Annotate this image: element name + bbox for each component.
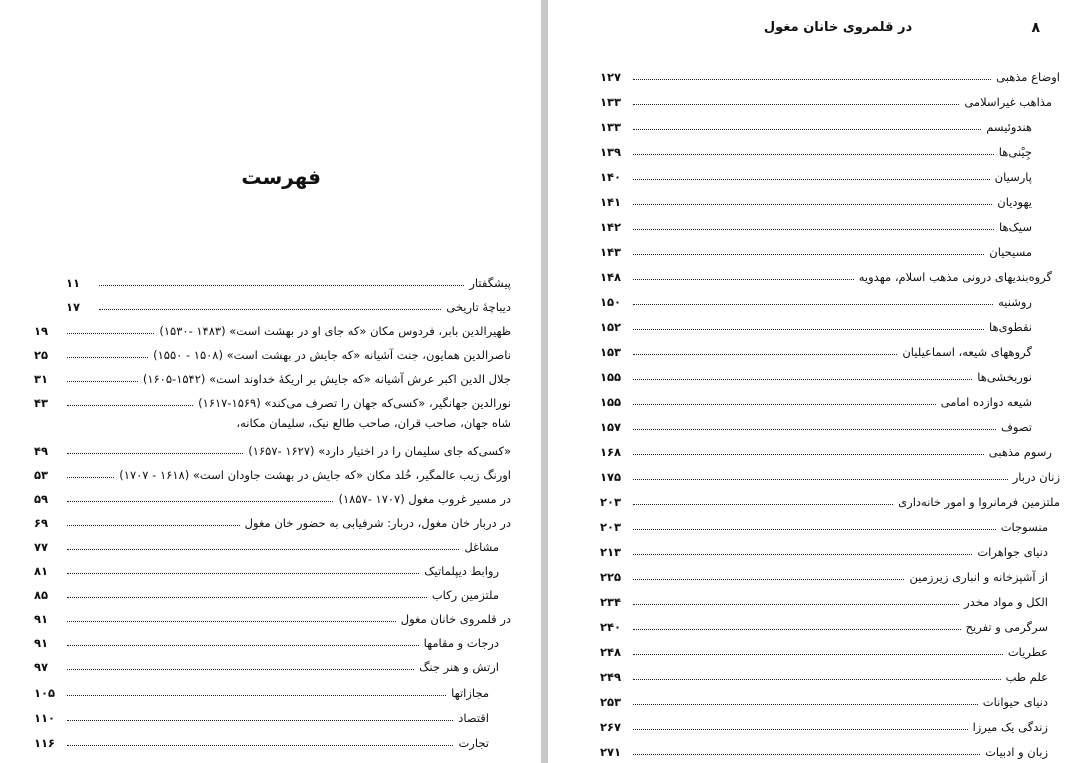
toc-entry-title: روشنیه (998, 295, 1032, 309)
leader-dots (633, 629, 961, 630)
toc-entry-title: در دربار خان مغول، دربار: شرفیابی به حضور خان مغول (244, 516, 511, 530)
toc-entry[interactable] (34, 654, 499, 674)
toc-entry[interactable] (66, 270, 511, 290)
leader-dots (67, 695, 446, 696)
toc-entry-title: ملتزمین فرمانروا و امور خانه‌داری (898, 495, 1060, 509)
toc-entry[interactable] (34, 390, 511, 410)
toc-entry-title: سیک‌ها (999, 220, 1032, 234)
toc-entry-page: ۲۶۷ (600, 720, 622, 734)
toc-entry-title: نورالدین جهانگیر، «کسی‌که جهان را تصرف می‌کند» (۱۵۶۹-۱۶۱۷) (198, 396, 511, 410)
toc-entry-page: ۱۵۵ (600, 395, 622, 409)
leader-dots (67, 621, 396, 622)
toc-entry-page: ۱۴۰ (600, 170, 622, 184)
leader-dots (99, 309, 441, 310)
toc-entry-continuation: شاه جهان، صاحب قران، صاحب طالع نیک، سلیمان مکانه، (236, 416, 511, 430)
toc-entry[interactable] (34, 630, 499, 650)
toc-entry-page: ۱۷۵ (600, 470, 622, 484)
toc-entry-page: ۱۱۰ (34, 711, 56, 725)
page-gutter (541, 0, 548, 763)
leader-dots (633, 679, 1001, 680)
leader-dots (633, 354, 897, 355)
toc-entry-title: ظهیرالدین بابر، فردوس مکان «که جای او در بهشت است» (۱۴۸۳ -۱۵۳۰) (159, 324, 511, 338)
toc-entry[interactable] (600, 639, 1048, 659)
toc-entry[interactable] (600, 289, 1032, 309)
toc-entry-page: ۹۱ (34, 612, 49, 626)
toc-entry[interactable] (600, 539, 1048, 559)
leader-dots (67, 405, 193, 406)
leader-dots (633, 304, 993, 305)
toc-entry-page: ۲۵۳ (600, 695, 622, 709)
toc-entry[interactable] (600, 314, 1032, 334)
toc-entry-title: الکل و مواد مخدر (964, 595, 1048, 609)
toc-entry-title: تصوف (1000, 420, 1032, 434)
leader-dots (633, 229, 994, 230)
toc-entry-page: ۸۵ (34, 588, 49, 602)
toc-entry-page: ۹۱ (34, 636, 49, 650)
toc-entry-page: ۲۰۳ (600, 495, 622, 509)
toc-entry-title: اوضاع مذهبی (996, 70, 1060, 84)
leader-dots (67, 501, 333, 502)
toc-entry-title: «کسی‌که جای سلیمان را در اختیار دارد» (۱۶۲۷ -۱۶۵۷) (248, 444, 511, 458)
toc-entry-page: ۲۳۴ (600, 595, 622, 609)
toc-entry-page: ۸۱ (34, 564, 49, 578)
leader-dots (67, 597, 427, 598)
toc-entry-page: ۱۳۳ (600, 95, 622, 109)
toc-entry-page: ۱۵۲ (600, 320, 622, 334)
toc-entry[interactable] (600, 114, 1032, 134)
toc-entry-page: ۵۹ (34, 492, 49, 506)
toc-entry[interactable] (600, 714, 1048, 734)
toc-entry-page: ۴۳ (34, 396, 49, 410)
toc-entry[interactable] (600, 464, 1060, 484)
toc-entry-page: ۱۴۳ (600, 245, 622, 259)
toc-entry-title: ناصرالدین همایون، جنت آشیانه «که جایش در بهشت است» (۱۵۰۸ - ۱۵۵۰) (153, 348, 511, 362)
toc-entry-title: پیشگفتار (469, 276, 511, 290)
leader-dots (633, 404, 936, 405)
toc-entry-title: شیعه دوازده امامی (940, 395, 1032, 409)
toc-entry-page: ۵۳ (34, 468, 49, 482)
toc-entry[interactable] (600, 164, 1032, 184)
left-page (0, 0, 541, 763)
toc-entry-title: هندوئیسم (986, 120, 1032, 134)
toc-entry-title: علم طب (1005, 670, 1048, 684)
toc-entry[interactable] (34, 582, 499, 602)
toc-entry-page: ۲۴۸ (600, 645, 622, 659)
toc-entry[interactable] (600, 214, 1032, 234)
leader-dots (67, 357, 148, 358)
toc-entry-title: در قلمروی خانان مغول (400, 612, 511, 626)
toc-entry-title: زبان و ادبیات (985, 745, 1048, 759)
leader-dots (633, 179, 990, 180)
leader-dots (633, 529, 996, 530)
toc-entry-page: ۱۵۵ (600, 370, 622, 384)
toc-entry-page: ۱۷ (66, 300, 81, 314)
toc-entry[interactable] (600, 589, 1048, 609)
toc-entry[interactable] (600, 239, 1032, 259)
leader-dots (633, 704, 978, 705)
leader-dots (67, 745, 453, 746)
leader-dots (67, 669, 414, 670)
toc-entry-title: دیباچهٔ تاریخی (446, 300, 511, 314)
toc-entry-page: ۲۲۵ (600, 570, 622, 584)
toc-entry[interactable] (34, 606, 511, 626)
toc-entry[interactable] (34, 486, 511, 506)
leader-dots (67, 381, 138, 382)
page-number: ۸ (1031, 20, 1040, 36)
toc-entry-title: عطریات (1007, 645, 1048, 659)
toc-entry[interactable] (600, 189, 1032, 209)
leader-dots (633, 254, 984, 255)
toc-entry[interactable] (34, 705, 489, 725)
toc-entry-page: ۶۹ (34, 516, 49, 530)
running-header: در قلمروی خانان مغول (763, 20, 913, 35)
leader-dots (67, 453, 243, 454)
toc-entry[interactable] (34, 680, 489, 700)
leader-dots (99, 285, 464, 286)
toc-entry[interactable] (600, 564, 1048, 584)
leader-dots (633, 279, 854, 280)
toc-heading: فهرست (241, 165, 321, 189)
toc-entry-page: ۱۹ (34, 324, 49, 338)
toc-entry-page: ۱۴۱ (600, 195, 622, 209)
toc-entry-page: ۱۳۳ (600, 120, 622, 134)
toc-entry-page: ۳۱ (34, 372, 49, 386)
toc-entry-page: ۷۷ (34, 540, 49, 554)
toc-entry-title: منسوجات (1000, 520, 1048, 534)
toc-entry[interactable] (34, 730, 489, 750)
leader-dots (633, 454, 984, 455)
toc-entry[interactable] (600, 689, 1048, 709)
toc-entry[interactable] (66, 294, 511, 314)
toc-entry-title: جلال الدین اکبر عرش آشیانه «که جایش بر اریکهٔ خداوند است» (۱۵۴۲-۱۶۰۵) (142, 372, 511, 386)
toc-entry[interactable] (600, 139, 1032, 159)
toc-entry-title: تجارت (458, 736, 489, 750)
toc-entry-page: ۱۴۲ (600, 220, 622, 234)
toc-entry-page: ۱۵۳ (600, 345, 622, 359)
toc-entry-title: جِیْنی‌ها (998, 145, 1032, 159)
leader-dots (633, 754, 980, 755)
toc-entry[interactable] (34, 534, 499, 554)
toc-entry-title: روابط دیپلماتیک (424, 564, 499, 578)
toc-entry[interactable] (600, 64, 1060, 84)
toc-entry-page: ۲۴۰ (600, 620, 622, 634)
toc-entry-page: ۱۵۰ (600, 295, 622, 309)
toc-entry[interactable] (34, 510, 511, 530)
toc-entry-title: گروه‌بندیهای درونی مذهب اسلام، مهدویه (858, 270, 1052, 284)
leader-dots (67, 573, 419, 574)
toc-entry[interactable] (600, 439, 1052, 459)
leader-dots (633, 729, 968, 730)
toc-entry-page: ۱۱۶ (34, 736, 56, 750)
toc-entry-title: از آشپزخانه و انباری زیرزمین (909, 570, 1048, 584)
toc-entry-page: ۲۱۳ (600, 545, 622, 559)
leader-dots (633, 604, 959, 605)
toc-entry-page: ۱۱ (66, 276, 81, 290)
toc-entry-title: پارسیان (994, 170, 1032, 184)
toc-entry[interactable] (34, 342, 511, 362)
leader-dots (67, 477, 114, 478)
toc-entry-title: در مسیر غروب مغول (۱۷۰۷ -۱۸۵۷) (338, 492, 511, 506)
toc-entry-page: ۹۷ (34, 660, 49, 674)
toc-entry-page: ۱۶۸ (600, 445, 622, 459)
toc-entry-title: اورنگ زیب عالمگیر، خُلد مکان «که جایش در بهشت جاودان است» (۱۶۱۸ - ۱۷۰۷) (119, 468, 511, 482)
toc-entry-title: یهودیان (997, 195, 1032, 209)
toc-entry-page: ۱۰۵ (34, 686, 56, 700)
leader-dots (633, 654, 1003, 655)
leader-dots (67, 525, 240, 526)
toc-entry-title: زنان دربار (1012, 470, 1060, 484)
toc-entry-title: نقطوی‌ها (989, 320, 1032, 334)
toc-entry-title: رسوم مذهبی (988, 445, 1052, 459)
right-page (548, 0, 1088, 763)
toc-entry-title: سرگرمی و تفریح (965, 620, 1048, 634)
leader-dots (633, 379, 972, 380)
leader-dots (633, 429, 996, 430)
toc-entry-title: دنیای حیوانات (982, 695, 1048, 709)
toc-entry[interactable] (600, 264, 1052, 284)
leader-dots (67, 333, 154, 334)
toc-entry-page: ۴۹ (34, 444, 49, 458)
toc-entry[interactable] (600, 739, 1048, 759)
toc-entry-title: نوربخشی‌ها (977, 370, 1032, 384)
toc-entry[interactable] (600, 414, 1032, 434)
leader-dots (633, 579, 904, 580)
toc-entry[interactable] (34, 318, 511, 338)
toc-entry[interactable] (34, 558, 499, 578)
toc-entry[interactable] (600, 364, 1032, 384)
toc-entry-page: ۱۴۸ (600, 270, 622, 284)
toc-entry-page: ۲۴۹ (600, 670, 622, 684)
leader-dots (633, 479, 1008, 480)
toc-entry[interactable] (34, 462, 511, 482)
toc-entry-page: ۲۵ (34, 348, 49, 362)
toc-entry-title: گروههای شیعه، اسماعیلیان (902, 345, 1032, 359)
toc-entry-page: ۲۰۳ (600, 520, 622, 534)
toc-entry[interactable] (600, 89, 1052, 109)
leader-dots (633, 154, 994, 155)
leader-dots (633, 554, 972, 555)
toc-entry[interactable] (600, 514, 1048, 534)
toc-entry-title: مشاغل (464, 540, 499, 554)
toc-entry[interactable] (34, 366, 511, 386)
toc-entry-title: دنیای جواهرات (977, 545, 1048, 559)
leader-dots (633, 204, 992, 205)
toc-entry-title: زندگی یک میرزا (972, 720, 1048, 734)
leader-dots (633, 329, 984, 330)
toc-entry-title: مسیحیان (989, 245, 1032, 259)
toc-entry[interactable] (600, 614, 1048, 634)
leader-dots (633, 104, 959, 105)
leader-dots (67, 720, 453, 721)
toc-entry-page: ۱۲۷ (600, 70, 622, 84)
toc-entry-title: ملتزمین رکاب (431, 588, 499, 602)
toc-entry[interactable] (34, 438, 511, 458)
leader-dots (633, 129, 981, 130)
toc-entry-title: ارتش و هنر جنگ (419, 660, 499, 674)
leader-dots (633, 79, 991, 80)
toc-entry[interactable] (600, 664, 1048, 684)
leader-dots (633, 504, 893, 505)
leader-dots (67, 549, 459, 550)
toc-entry-title: اقتصاد (458, 711, 489, 725)
toc-entry-page: ۲۷۱ (600, 745, 622, 759)
toc-entry[interactable] (600, 339, 1032, 359)
leader-dots (67, 645, 419, 646)
toc-entry-title: درجات و مقامها (423, 636, 499, 650)
toc-entry-page: ۱۳۹ (600, 145, 622, 159)
toc-entry-page: ۱۵۷ (600, 420, 622, 434)
toc-entry-title: مذاهب غیراسلامی (964, 95, 1052, 109)
toc-entry-title: مجازاتها (451, 686, 489, 700)
toc-entry[interactable] (600, 389, 1032, 409)
toc-entry[interactable] (600, 489, 1060, 509)
